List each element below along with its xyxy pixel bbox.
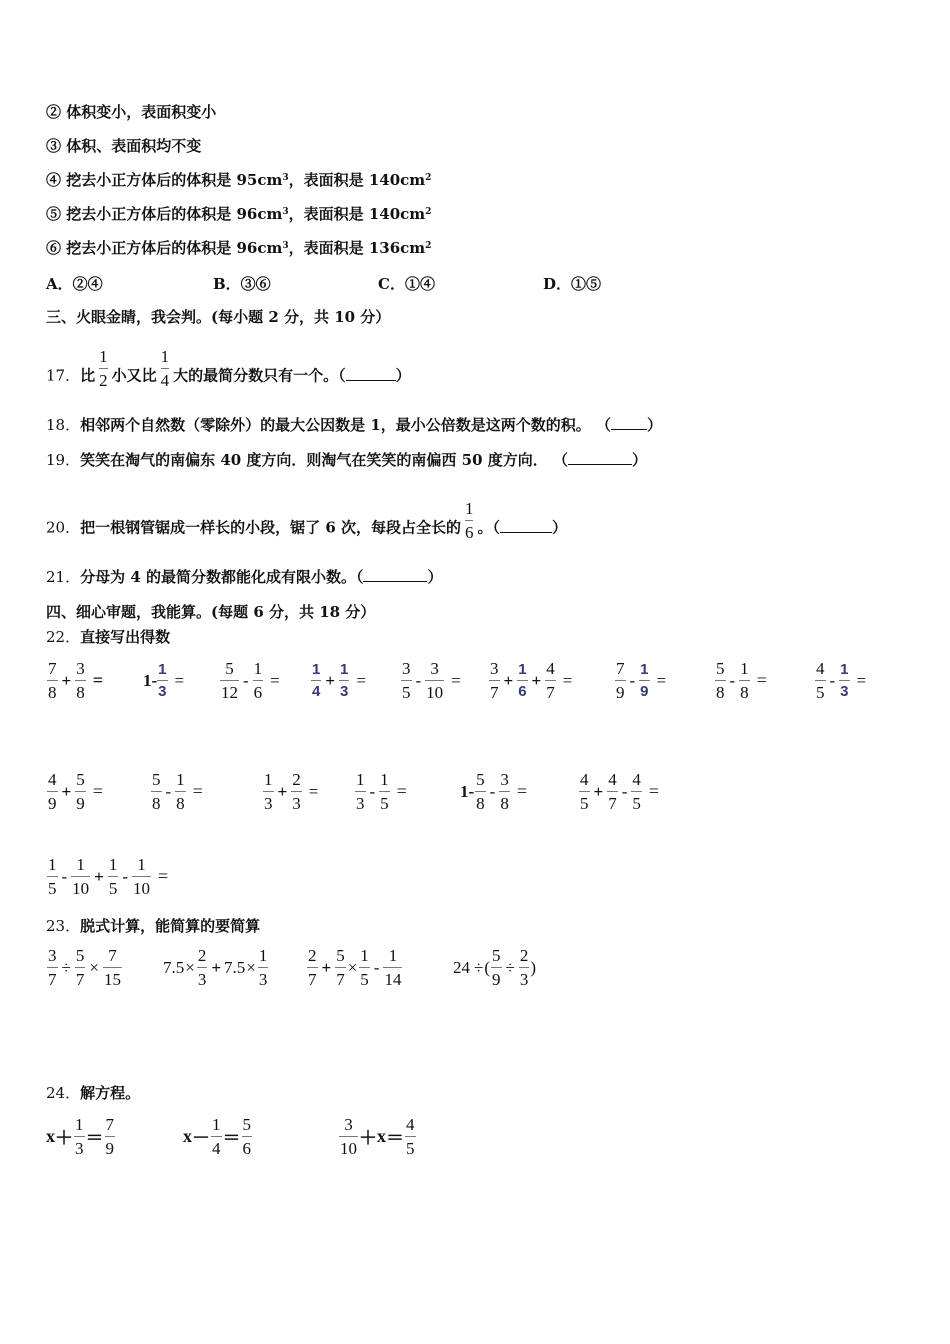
- calc-expression: $\frac{3}{5}$ - $\frac{3}{10}$ =: [402, 659, 461, 702]
- option-item-5: ⑤ 挖去小正方体后的体积是 $96cm^3$，表面积是 $140cm^2$: [46, 205, 432, 223]
- choice-a[interactable]: A．②④: [46, 275, 103, 293]
- calc-expression: $\frac{2}{7}$ + $\frac{5}{7}$ × $\frac{1}{5}$ - $\frac{1}{14}$: [308, 946, 402, 989]
- calc-expression: $\frac{1}{5}$ - $\frac{1}{10}$ + $\frac{1}{5}$ - $\frac{1}{10}$ =: [48, 855, 169, 898]
- option-item-2: ② 体积变小，表面积变小: [46, 103, 217, 121]
- fraction: $\frac{1}{3}$: [264, 770, 273, 813]
- fraction: $\frac{1}{8}$: [176, 770, 185, 813]
- fraction: $\frac{1}{10}$: [133, 855, 151, 898]
- fraction: $\frac{1}{6}$: [464, 499, 474, 542]
- question-18: 18．相邻两个自然数（零除外）的最大公因数是 1，最小公倍数是这两个数的积。 （ ）: [46, 416, 662, 434]
- calc-expression: 1- $\frac{1}{3}$ =: [143, 661, 185, 700]
- calc-expression: $\frac{7}{8}$ + $\frac{3}{8}$ =: [48, 659, 103, 702]
- fraction: $\frac{1}{9}$: [640, 661, 649, 700]
- fraction: $\frac{7}{9}$: [616, 659, 625, 702]
- fraction: $\frac{7}{15}$: [103, 946, 121, 989]
- fraction: $\frac{5}{6}$: [242, 1115, 251, 1158]
- question-23: 23．脱式计算，能简算的要简算: [46, 917, 261, 935]
- fraction: $\frac{2}{3}$: [197, 946, 207, 989]
- fraction: $\frac{4}{5}$: [816, 659, 825, 702]
- fraction: $\frac{3}{7}$: [48, 946, 57, 989]
- fraction: $\frac{3}{7}$: [490, 659, 499, 702]
- fraction: $\frac{1}{14}$: [384, 946, 402, 989]
- equation: x － $\frac{1}{4}$ ＝ $\frac{5}{6}$: [183, 1115, 251, 1158]
- fraction: $\frac{4}{7}$: [608, 770, 617, 813]
- question-20: 20．把一根钢管锯成一样长的小段，锯了 6 次，每段占全长的 $\frac{1}{6}$ 。（ ）: [46, 499, 568, 542]
- calc-expression: $\frac{4}{5}$ - $\frac{1}{3}$ =: [816, 659, 867, 702]
- fraction: $\frac{4}{9}$: [48, 770, 57, 813]
- answer-blank[interactable]: [500, 518, 552, 533]
- calc-expression: $\frac{3}{7}$ ÷ $\frac{5}{7}$ × $\frac{7}{15}$: [48, 946, 121, 989]
- fraction: $\frac{1}{4}$: [212, 1115, 221, 1158]
- fraction: $\frac{1}{3}$: [840, 661, 849, 700]
- calc-expression: $\frac{4}{5}$ + $\frac{4}{7}$ - $\frac{4}{5}$ =: [580, 770, 660, 813]
- fraction: $\frac{4}{7}$: [546, 659, 555, 702]
- fraction: $\frac{5}{8}$: [716, 659, 725, 702]
- fraction: $\frac{2}{3}$: [292, 770, 301, 813]
- calc-expression: 1- $\frac{5}{8}$ - $\frac{3}{8}$ =: [460, 770, 527, 813]
- question-21: 21．分母为 4 的最简分数都能化成有限小数。（ ）: [46, 568, 443, 586]
- fraction: $\frac{1}{10}$: [72, 855, 90, 898]
- fraction: $\frac{4}{5}$: [632, 770, 641, 813]
- section-4-heading: 四、细心审题，我能算。(每题 6 分，共 18 分）: [46, 603, 376, 621]
- fraction: $\frac{1}{3}$: [340, 661, 349, 700]
- equation: $\frac{3}{10}$ ＋ x ＝ $\frac{4}{5}$: [340, 1115, 415, 1158]
- choice-d[interactable]: D．①⑤: [543, 275, 602, 293]
- fraction: $\frac{5}{7}$: [336, 946, 345, 989]
- answer-blank[interactable]: [363, 567, 427, 582]
- calc-expression: 7.5 × $\frac{2}{3}$ + 7.5 × $\frac{1}{3}$: [163, 946, 268, 989]
- calc-expression: $\frac{1}{4}$ + $\frac{1}{3}$ =: [312, 661, 366, 700]
- calc-expression: $\frac{5}{12}$ - $\frac{1}{6}$ =: [221, 659, 280, 702]
- fraction: $\frac{1}{4}$: [160, 347, 170, 390]
- answer-blank[interactable]: [346, 366, 396, 381]
- fraction: $\frac{1}{3}$: [158, 661, 167, 700]
- calc-expression: $\frac{7}{9}$ - $\frac{1}{9}$ =: [616, 659, 667, 702]
- fraction: $\frac{1}{5}$: [48, 855, 57, 898]
- fraction: $\frac{1}{3}$: [258, 946, 268, 989]
- question-19: 19．笑笑在淘气的南偏东 40 度方向．则淘气在笑笑的南偏西 50 度方向． （ ）: [46, 451, 647, 469]
- fraction: $\frac{1}{4}$: [312, 661, 321, 700]
- fraction: $\frac{1}{3}$: [356, 770, 365, 813]
- choice-b[interactable]: B．③⑥: [213, 275, 271, 293]
- fraction: $\frac{4}{5}$: [580, 770, 589, 813]
- fraction: $\frac{5}{12}$: [221, 659, 238, 702]
- fraction: $\frac{3}{5}$: [402, 659, 411, 702]
- option-item-6: ⑥ 挖去小正方体后的体积是 $96cm^3$，表面积是 $136cm^2$: [46, 239, 432, 257]
- calc-expression: $\frac{1}{3}$ + $\frac{2}{3}$ =: [264, 770, 319, 813]
- equation: x ＋ $\frac{1}{3}$ ＝ $\frac{7}{9}$: [46, 1115, 114, 1158]
- fraction: $\frac{1}{2}$: [99, 347, 108, 390]
- calc-expression: $\frac{5}{8}$ - $\frac{1}{8}$ =: [152, 770, 203, 813]
- option-item-3: ③ 体积、表面积均不变: [46, 137, 202, 155]
- fraction: $\frac{2}{7}$: [308, 946, 317, 989]
- fraction: $\frac{4}{5}$: [406, 1115, 415, 1158]
- fraction: $\frac{5}{8}$: [476, 770, 485, 813]
- fraction: $\frac{1}{5}$: [108, 855, 118, 898]
- fraction: $\frac{3}{10}$: [426, 659, 444, 702]
- calc-expression: $\frac{3}{7}$ + $\frac{1}{6}$ + $\frac{4}{7}$ =: [490, 659, 573, 702]
- question-22: 22．直接写出得数: [46, 628, 171, 646]
- fraction: $\frac{3}{10}$: [340, 1115, 357, 1158]
- fraction: $\frac{3}{8}$: [76, 659, 85, 702]
- fraction: $\frac{2}{3}$: [519, 946, 529, 989]
- question-24: 24．解方程。: [46, 1084, 141, 1102]
- calc-expression: $\frac{4}{9}$ + $\frac{5}{9}$ =: [48, 770, 103, 813]
- calc-expression: $\frac{5}{8}$ - $\frac{1}{8}$ =: [716, 659, 767, 702]
- calc-expression: 24 ÷ ( $\frac{5}{9}$ ÷ $\frac{2}{3}$ ): [453, 946, 537, 989]
- fraction: $\frac{1}{3}$: [75, 1115, 84, 1158]
- fraction: $\frac{1}{5}$: [360, 946, 369, 989]
- option-item-4: ④ 挖去小正方体后的体积是 $95cm^3$，表面积是 $140cm^2$: [46, 171, 432, 189]
- fraction: $\frac{1}{8}$: [740, 659, 749, 702]
- answer-blank[interactable]: [568, 450, 632, 465]
- choice-c[interactable]: C．①④: [378, 275, 435, 293]
- fraction: $\frac{5}{9}$: [76, 770, 85, 813]
- fraction: $\frac{7}{9}$: [105, 1115, 114, 1158]
- calc-expression: $\frac{1}{3}$ - $\frac{1}{5}$ =: [356, 770, 407, 813]
- fraction: $\frac{5}{9}$: [492, 946, 501, 989]
- fraction: $\frac{3}{8}$: [500, 770, 509, 813]
- answer-blank[interactable]: [611, 415, 647, 430]
- question-17: 17．比 $\frac{1}{2}$ 小又比 $\frac{1}{4}$ 大的最简分数只有一个。（ ）: [46, 347, 411, 390]
- fraction: $\frac{7}{8}$: [48, 659, 57, 702]
- fraction: $\frac{5}{7}$: [75, 946, 85, 989]
- section-3-heading: 三、火眼金睛，我会判。(每小题 2 分，共 10 分）: [46, 308, 391, 326]
- fraction: $\frac{1}{6}$: [518, 661, 527, 700]
- fraction: $\frac{5}{8}$: [152, 770, 161, 813]
- fraction: $\frac{1}{6}$: [253, 659, 263, 702]
- fraction: $\frac{1}{5}$: [380, 770, 389, 813]
